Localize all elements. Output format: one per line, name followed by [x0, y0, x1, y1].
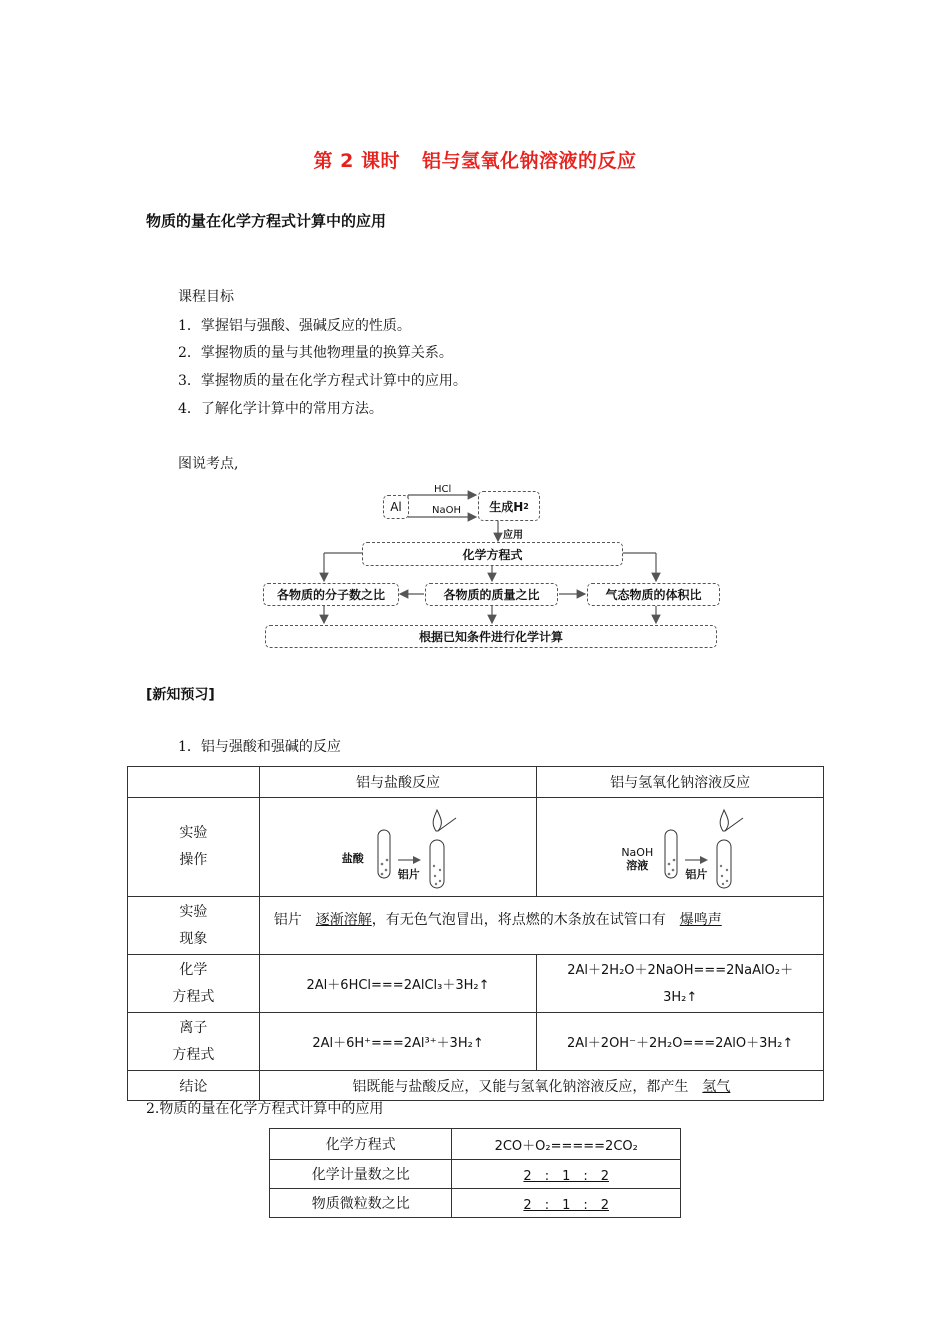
- ratio-value-particles-cell: [452, 1189, 681, 1218]
- naoh-label-line1: NaOH: [621, 846, 654, 859]
- lesson-topic: 铝与氢氧化钠溶液的反应: [421, 150, 637, 172]
- ratio-row-equation: [270, 1129, 681, 1160]
- ionic-label: [128, 1013, 260, 1071]
- calc-box: 根据已知条件进行化学计算: [265, 625, 717, 648]
- equation-base-line2: 3H₂↑: [663, 989, 698, 1005]
- h2-box: [478, 491, 540, 521]
- phenomenon-blank1: 逐渐溶解: [315, 912, 372, 928]
- al-strip-label-base: 铝片: [685, 868, 708, 881]
- ratio-label-particles: 物质微粒数之比: [270, 1189, 452, 1218]
- naoh-solution-label: [621, 846, 653, 872]
- hcl-label: HCl: [434, 484, 452, 495]
- conclusion-label: 结论: [128, 1071, 260, 1101]
- phenomenon-part2: ，有无色气泡冒出，将点燃的木条放在试管口有: [371, 912, 680, 928]
- naoh-label: NaOH: [432, 505, 461, 516]
- mass-ratio-box: 各物质的质量之比: [425, 583, 558, 606]
- equation-base: [537, 955, 824, 1013]
- phenomenon-blank2: 爆鸣声: [679, 912, 722, 928]
- ionic-label-1: 离子: [179, 1019, 208, 1036]
- h2-subscript: 2: [523, 501, 529, 511]
- conclusion-main: 铝既能与盐酸反应，又能与氢氧化钠溶液反应，都产生: [352, 1078, 703, 1095]
- section1-heading: 1．铝与强酸和强碱的反应: [178, 739, 341, 755]
- operation-row: [128, 798, 824, 897]
- operation-label-1: 实验: [179, 825, 208, 841]
- equation-base-line1: 2Al＋2H₂O＋2NaOH===2NaAlO₂＋: [567, 962, 794, 978]
- equation-box: 化学方程式: [362, 542, 623, 566]
- acid-label: 盐酸: [341, 852, 364, 865]
- concept-diagram: [0, 0, 950, 660]
- al-box: Al: [383, 495, 409, 519]
- header-base: 铝与氢氧化钠溶液反应: [537, 767, 824, 798]
- ratio-value-equation: 2CO＋O₂=====2CO₂: [452, 1129, 681, 1160]
- goal-item-4: 4．了解化学计算中的常用方法。: [178, 401, 383, 417]
- base-apparatus-drawing: [537, 798, 824, 896]
- apply-label: 应用: [503, 530, 523, 541]
- lesson-number: 第 2 课时: [313, 150, 400, 172]
- equation-label-2: 方程式: [172, 988, 215, 1005]
- goal-item-2: 2．掌握物质的量与其他物理量的换算关系。: [178, 345, 453, 361]
- ratio-row-coefficient: [270, 1160, 681, 1189]
- base-apparatus: [537, 798, 824, 897]
- phenomenon-text: [259, 897, 823, 955]
- phenomenon-row: [128, 897, 824, 955]
- ionic-label-2: 方程式: [172, 1046, 215, 1063]
- al-strip-label-acid: 铝片: [397, 868, 420, 881]
- goal-item-3: 3．掌握物质的量在化学方程式计算中的应用。: [178, 373, 467, 389]
- conclusion-blank: 氢气: [702, 1078, 731, 1095]
- ionic-base: 2Al＋2OH⁻＋2H₂O===2AlO＋3H₂↑: [537, 1013, 824, 1071]
- ratio-table: [269, 1128, 681, 1218]
- ratio-value-particles: 2 : 1 : 2: [523, 1197, 609, 1213]
- h2-text: 生成H: [489, 499, 524, 514]
- phenomenon-label-1: 实验: [179, 903, 208, 920]
- molecule-ratio-box: 各物质的分子数之比: [263, 583, 399, 606]
- page-subtitle: 物质的量在化学方程式计算中的应用: [146, 212, 387, 230]
- preview-heading: [新知预习]: [146, 687, 215, 703]
- acid-apparatus-drawing: [260, 798, 538, 896]
- equation-label: [128, 955, 260, 1013]
- phenomenon-label-2: 现象: [179, 930, 208, 947]
- volume-ratio-box: 气态物质的体积比: [587, 583, 720, 606]
- ratio-row-particles: [270, 1189, 681, 1218]
- goal-item-1: 1．掌握铝与强酸、强碱反应的性质。: [178, 318, 411, 334]
- phenomenon-label: [128, 897, 260, 955]
- conclusion-row: [128, 1071, 824, 1101]
- header-empty: [128, 767, 260, 798]
- ratio-value-coefficient-cell: [452, 1160, 681, 1189]
- section2-heading: 2.物质的量在化学方程式计算中的应用: [146, 1101, 384, 1117]
- phenomenon-part1: 铝片: [273, 912, 316, 928]
- ratio-label-equation: 化学方程式: [270, 1129, 452, 1160]
- equation-acid: 2Al＋6HCl===2AlCl₃＋3H₂↑: [259, 955, 537, 1013]
- goals-heading: 课程目标: [178, 289, 234, 305]
- naoh-label-line2: 溶液: [626, 859, 649, 872]
- header-acid: 铝与盐酸反应: [259, 767, 537, 798]
- ionic-row: [128, 1013, 824, 1071]
- diagram-heading: 图说考点,: [178, 456, 239, 472]
- ionic-acid: 2Al＋6H⁺===2Al³⁺＋3H₂↑: [259, 1013, 537, 1071]
- ratio-label-coefficient: 化学计量数之比: [270, 1160, 452, 1189]
- reaction-table: [127, 766, 824, 1101]
- conclusion-text: [259, 1071, 823, 1101]
- acid-apparatus: [259, 798, 537, 897]
- header-row: [128, 767, 824, 798]
- ratio-value-coefficient: 2 : 1 : 2: [523, 1168, 609, 1184]
- operation-label-2: 操作: [179, 852, 208, 868]
- equation-label-1: 化学: [179, 961, 208, 978]
- operation-label: [128, 798, 260, 897]
- equation-row: [128, 955, 824, 1013]
